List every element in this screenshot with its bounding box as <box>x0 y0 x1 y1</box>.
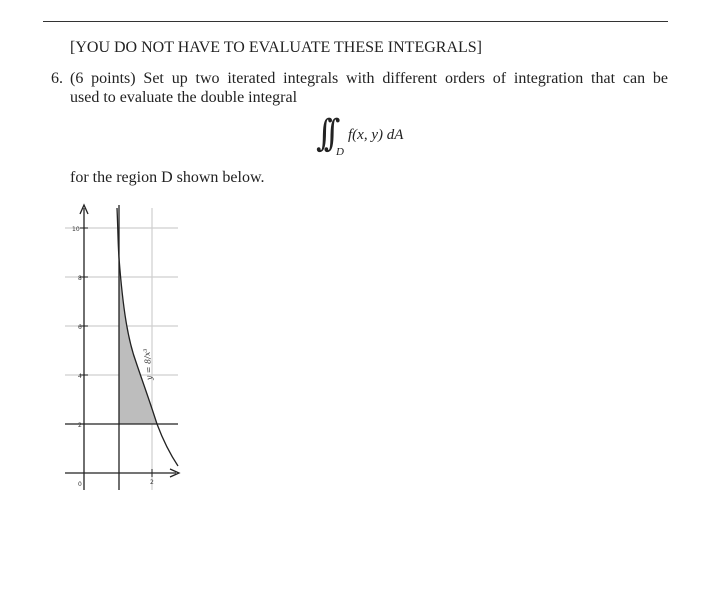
curve-label: y = 8/x³ <box>142 348 154 381</box>
instruction-note: [YOU DO NOT HAVE TO EVALUATE THESE INTEGRALS] <box>70 39 482 56</box>
tick-label-x0: 0 <box>78 481 82 488</box>
tick-label-y2: 2 <box>78 422 82 429</box>
tick-label-y4: 4 <box>78 373 82 380</box>
tick-label-y10: 10 <box>72 226 80 233</box>
region-graph <box>60 200 185 495</box>
double-integral-sign: ∫∫ <box>316 111 332 155</box>
tick-marks <box>80 228 152 477</box>
question-number: 6. <box>51 70 63 87</box>
shaded-region-d <box>119 258 157 424</box>
integrand: f(x, y) dA <box>348 127 404 143</box>
top-rule <box>43 21 668 22</box>
region-description: for the region D shown below. <box>70 169 265 186</box>
integral-region-subscript: D <box>336 146 344 158</box>
tick-label-x2: 2 <box>150 479 154 486</box>
question-text-line-1: (6 points) Set up two iterated integrals with different orders of integration that can be <box>70 70 668 87</box>
tick-label-y6: 6 <box>78 324 82 331</box>
question-text-line-2: used to evaluate the double integral <box>70 89 298 106</box>
tick-label-y8: 8 <box>78 275 82 282</box>
